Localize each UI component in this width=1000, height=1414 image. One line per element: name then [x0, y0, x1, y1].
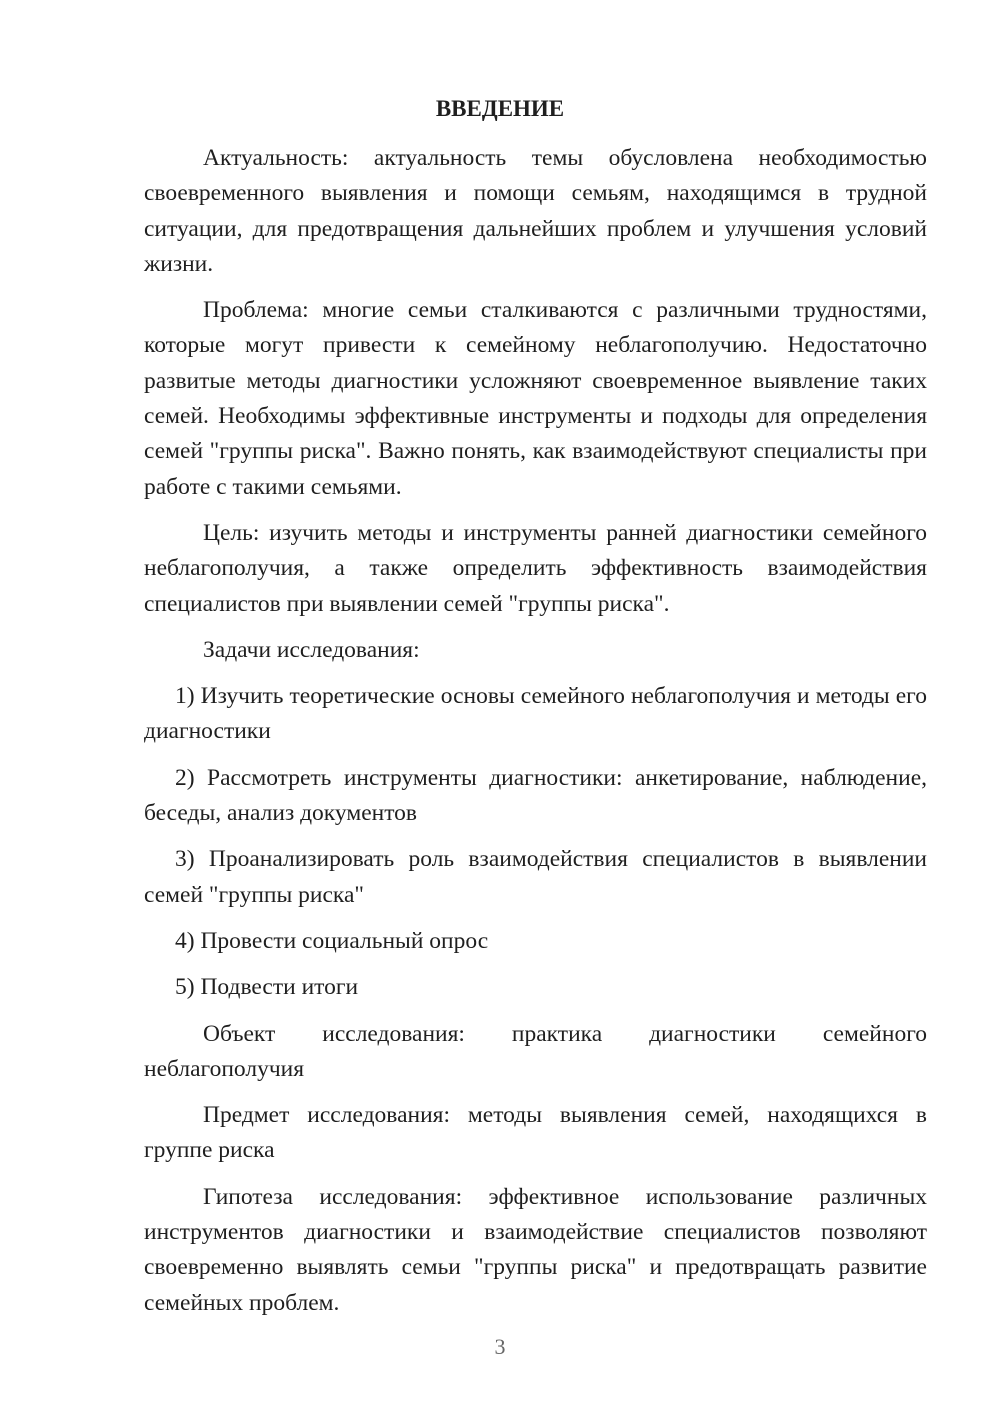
paragraph-relevance: Актуальность: актуальность темы обусловлена необходимостью своевременного выявления и помощи семьям, находящимся в трудной ситуации, для предотвращения дальнейших проблем и улучшения условий жизни.: [144, 145, 927, 277]
task-item-1: 1) Изучить теоретические основы семейного неблагополучия и методы его диагностики: [144, 683, 927, 745]
page-title: ВВЕДЕНИЕ: [435, 96, 565, 121]
task-item-5: 5) Подвести итоги: [175, 974, 359, 1001]
paragraph-subject: Предмет исследования: методы выявления семей, находящихся в группе риска: [144, 1102, 927, 1164]
task-item-4: 4) Провести социальный опрос: [175, 927, 489, 954]
paragraph-object: Объект исследования: практика диагностики семейного неблагополучия: [144, 1020, 927, 1082]
paragraph-tasks-heading: Задачи исследования:: [203, 636, 420, 663]
paragraph-goal: Цель: изучить методы и инструменты ранней диагностики семейного неблагополучия, а также определить эффективность взаимодействия специалистов при выявлении семей "группы риска".: [144, 519, 927, 617]
task-item-2: 2) Рассмотреть инструменты диагностики: анкетирование, наблюдение, беседы, анализ документов: [144, 764, 927, 827]
paragraph-hypothesis: Гипотеза исследования: эффективное использование различных инструментов диагностики и взаимодействие специалистов позволяют своевременно выявлять семьи "группы риска" и предотвращать развитие семейных проблем.: [144, 1183, 927, 1316]
document-body: [144, 141, 927, 1332]
page-number: 3: [494, 1334, 506, 1359]
task-item-3: 3) Проанализировать роль взаимодействия специалистов в выявлении семей "группы риска": [144, 846, 927, 908]
paragraph-problem: Проблема: многие семьи сталкиваются с различными трудностями, которые могут привести к семейному неблагополучию. Недостаточно развитые методы диагностики усложняют своевременное выявление таких семей. Необходимы эффективные инструменты и подходы для определения семей "группы риска". Важно понять, как взаимодействуют специалисты при работе с такими семьями.: [144, 297, 927, 500]
